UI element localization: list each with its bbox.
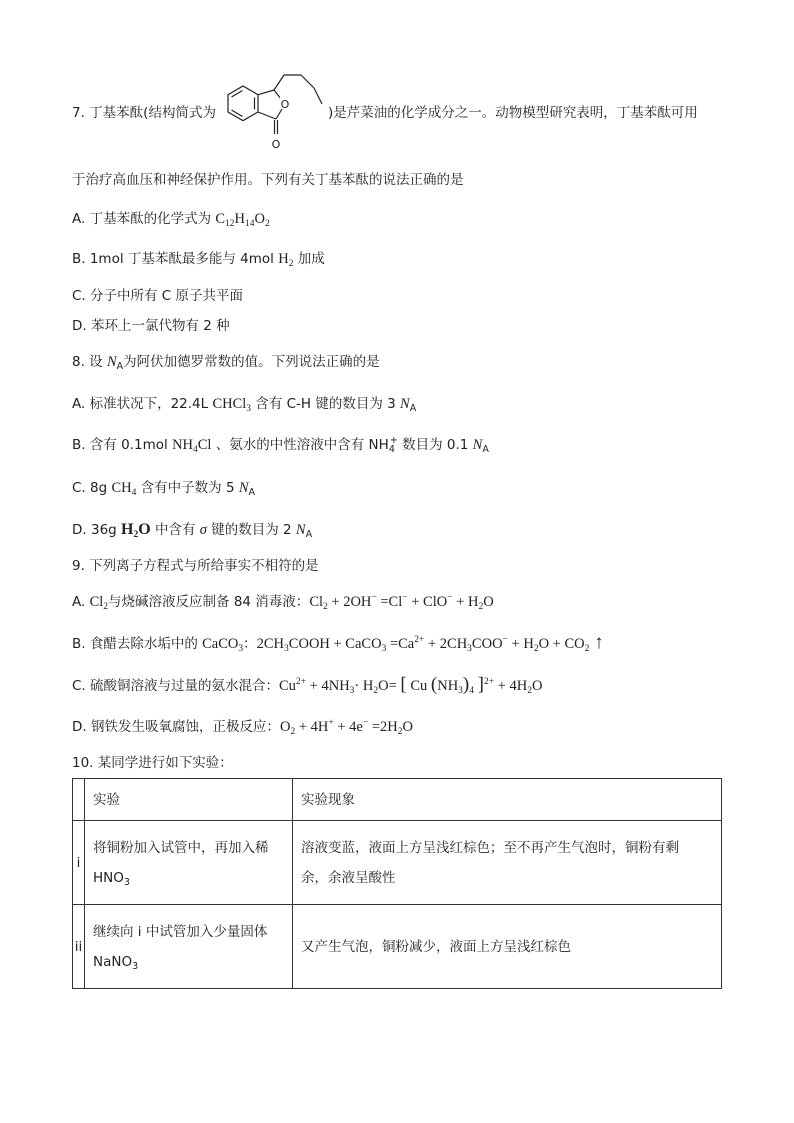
q9-option-b: B. 食醋去除水垢中的 CaCO$_3$：$2CH_3COOH$ + CaCO$_3$ $=Ca^{2+} + 2CH_3COO^- + H_2O + CO_2$ ↑ (72, 632, 604, 654)
header-id-cell (73, 779, 85, 821)
butylphthalide-structure (218, 62, 330, 154)
q7-option-a: A. 丁基苯酞的化学式为 $C_{12}H_{14}O_2$ (72, 211, 270, 229)
q8-stem: 8. 设 $N_A$为阿伏加德罗常数的值。下列说法正确的是 (72, 354, 380, 372)
row-id: i (73, 821, 85, 905)
experiment-table (72, 778, 722, 989)
carbonyl-oxygen-label: O (271, 138, 281, 151)
header-experiment: 实验 (85, 779, 293, 821)
q7-option-d: D. 苯环上一氯代物有 2 种 (72, 318, 230, 334)
row-experiment: 继续向 i 中试管加入少量固体 NaNO$_3$ (85, 905, 293, 989)
q10-stem: 10. 某同学进行如下实验： (72, 755, 233, 771)
q9-b-equation: $2CH_3COOH$ + CaCO$_3$ $=Ca^{2+} + 2CH_3COO^- + H_2O + CO_2$ ↑ (256, 632, 604, 654)
q7-stem-line1: 7. 丁基苯酞(结构简式为 )是芹菜油的化学成分之一。动物模型研究表明，丁基苯酞可用 (72, 105, 698, 121)
table-row (73, 905, 722, 989)
row-experiment: 将铜粉加入试管中，再加入稀 $HNO_3$ (85, 821, 293, 905)
row-id: ii (73, 905, 85, 989)
q7-stem-line2: 于治疗高血压和神经保护作用。下列有关丁基苯酞的说法正确的是 (72, 172, 464, 188)
q8-option-a: A. 标准状况下，22.4L CHCl$_3$ 含有 C-H 键的数目为 3 $N_A$ (72, 396, 417, 414)
q7-option-b: B. 1mol 丁基苯酞最多能与 4mol $H_2$ 加成 (72, 251, 325, 269)
q7-formula: $C_{12}H_{14}O_2$ (215, 211, 270, 229)
q9-stem: 9. 下列离子方程式与所给事实不相符的是 (72, 558, 319, 574)
row-phenomenon: 溶液变蓝，液面上方呈浅红棕色；至不再产生气泡时，铜粉有剩 余，余液呈酸性 (293, 821, 722, 905)
q8-option-b: B. 含有 0.1mol $NH_4Cl$ 、氨水的中性溶液中含有 $NH_4^+$ 数目为 0.1 $N_A$ (72, 435, 489, 455)
q9-a-equation: $Cl_2 + 2OH^- =Cl^- + ClO^- + H_2O$ (309, 593, 494, 612)
row-phenomenon: 又产生气泡，铜粉减少，液面上方呈浅红棕色 (293, 905, 722, 989)
ring-oxygen-label: O (280, 98, 290, 111)
q9-option-d: D. 钢铁发生吸氧腐蚀，正极反应：$O_2 + 4H^+ + 4e^- =2H_2O$ (72, 718, 413, 737)
q9-option-c: C. 硫酸铜溶液与过量的氨水混合：$Cu^{2+} + 4NH_3\cdot H_2O=$ [ Cu $(NH_3)_4$ ]$^{2+} + 4H_2O$ (72, 674, 543, 696)
table-header-row (73, 779, 722, 821)
q8-option-d: D. 36g $H_2O$ 中含有 σ 键的数目为 2 $N_A$ (72, 521, 313, 540)
table-row (73, 821, 722, 905)
q9-c-equation: $Cu^{2+} + 4NH_3\cdot H_2O=$ [ Cu $(NH_3)_4$ ]$^{2+} + 4H_2O$ (279, 674, 543, 696)
q8-option-c: C. 8g $CH_4$ 含有中子数为 5 $N_A$ (72, 480, 256, 498)
q7-option-c: C. 分子中所有 C 原子共平面 (72, 288, 244, 304)
q9-option-a: A. $Cl_2$与烧碱溶液反应制备 84 消毒液：$Cl_2 + 2OH^- =Cl^- + ClO^- + H_2O$ (72, 593, 494, 612)
header-phenomenon: 实验现象 (293, 779, 722, 821)
q9-d-equation: $O_2 + 4H^+ + 4e^- =2H_2O$ (279, 718, 413, 737)
